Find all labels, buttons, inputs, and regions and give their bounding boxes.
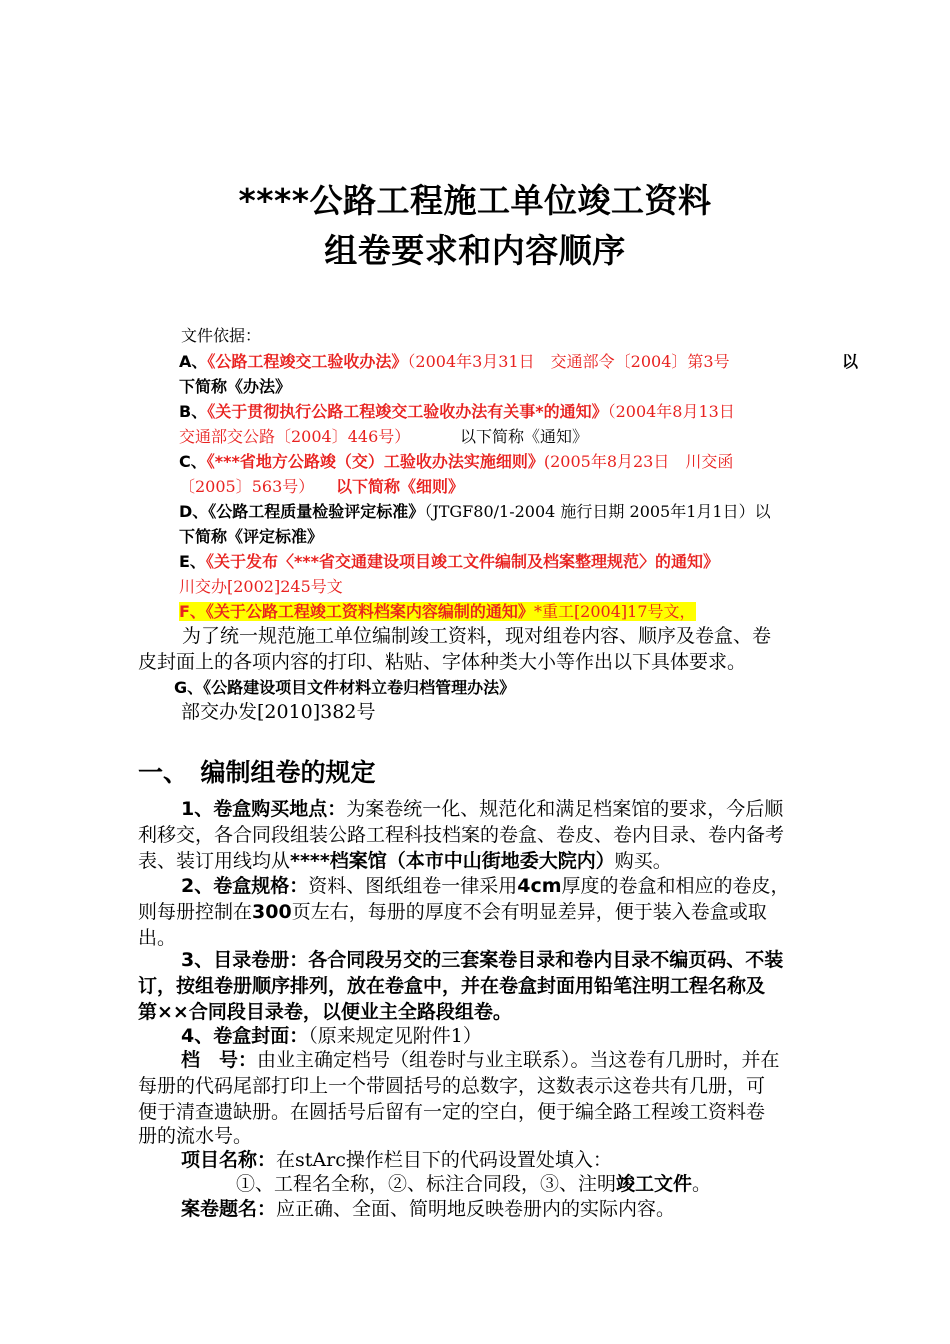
basis-item-b-alias: 以下简称《通知》 [460,427,589,446]
basis-item-a: A、《公路工程竣交工验收办法》（2004年3月31日 交通部令〔2004〕第3号 [179,352,730,371]
intro-paragraph-line2: 皮封面上的各项内容的打印、粘贴、字体种类大小等作出以下具体要求。 [138,651,747,673]
rule-3-line1: 3、目录卷册：各合同段另交的三套案卷目录和卷内目录不编页码、不装 [181,949,784,971]
basis-item-b: B、《关于贯彻执行公路工程竣交工验收办法有关事*的通知》（2004年8月13日 [179,402,735,421]
basis-heading: 文件依据： [181,326,262,345]
basis-item-e: E、《关于发布〈***省交通建设项目竣工文件编制及档案整理规范〉的通知》 [179,552,720,571]
archive-number-line1: 档 号：由业主确定档号（组卷时与业主联系）。当这卷有几册时，并在 [181,1049,780,1071]
basis-item-a-alias-start: 以 [842,352,859,371]
basis-item-g-detail: 部交办发[2010]382号 [181,701,376,723]
basis-item-d: D、《公路工程质量检验评定标准》（JTGF80/1-2004 施行日期 2005年1月1日）以 [179,502,771,521]
rule-2-line1: 2、卷盒规格：资料、图纸组卷一律采用4cm厚度的卷盒和相应的卷皮， [181,875,790,897]
rule-2-line3: 出。 [138,927,177,949]
rule-4-line: 4、卷盒封面：（原来规定见附件1） [181,1025,482,1047]
intro-paragraph-line1: 为了统一规范施工单位编制竣工资料，现对组卷内容、顺序及卷盒、卷 [182,625,772,647]
project-name-items: ①、工程名全称，②、标注合同段，③、注明竣工文件。 [236,1173,712,1195]
document-title-line1: ****公路工程施工单位竣工资料 [238,181,712,220]
basis-item-c-cont: 〔2005〕563号） [179,477,315,496]
basis-item-b-cont: 交通部交公路〔2004〕446号） [179,427,411,446]
rule-3-line3: 第××合同段目录卷，以便业主全路段组卷。 [138,1001,512,1023]
archive-number-line3: 便于清查遗缺册。在圆括号后留有一定的空白，便于编全路工程竣工资料卷 [138,1101,766,1123]
rule-1-line1: 1、卷盒购买地点：为案卷统一化、规范化和满足档案馆的要求，今后顺 [181,798,784,820]
basis-item-f: F、《关于公路工程竣工资料档案内容编制的通知》*重工[2004]17号文， [179,602,696,621]
basis-item-d-alias: 下简称《评定标准》 [179,527,324,546]
basis-item-a-alias: 下简称《办法》 [179,377,292,396]
basis-item-c: C、《***省地方公路竣（交）工验收办法实施细则》(2005年8月23日 川交函 [179,452,734,471]
volume-title-line: 案卷题名：应正确、全面、简明地反映卷册内的实际内容。 [181,1198,676,1220]
rule-1-line3: 表、装订用线均从****档案馆（本市中山街地委大院内）购买。 [138,850,672,872]
document-title-line2: 组卷要求和内容顺序 [324,231,626,270]
basis-item-g: G、《公路建设项目文件材料立卷归档管理办法》 [174,678,516,697]
basis-item-c-alias: 以下简称《细则》 [336,477,465,496]
rule-3-line2: 订，按组卷册顺序排列，放在卷盒中，并在卷盒封面用铅笔注明工程名称及 [138,975,766,997]
section-heading: 一、 编制组卷的规定 [138,758,376,787]
archive-number-line2: 每册的代码尾部打印上一个带圆括号的总数字，这数表示这卷共有几册，可 [138,1075,766,1097]
rule-2-line2: 则每册控制在300页左右，每册的厚度不会有明显差异，便于装入卷盒或取 [138,901,767,923]
archive-number-line4: 册的流水号。 [138,1125,253,1147]
project-name-line: 项目名称：在stArc操作栏目下的代码设置处填入： [181,1149,612,1171]
rule-1-line2: 利移交，各合同段组装公路工程科技档案的卷盒、卷皮、卷内目录、卷内备考 [138,824,785,846]
basis-item-e-detail: 川交办[2002]245号文 [179,577,343,596]
